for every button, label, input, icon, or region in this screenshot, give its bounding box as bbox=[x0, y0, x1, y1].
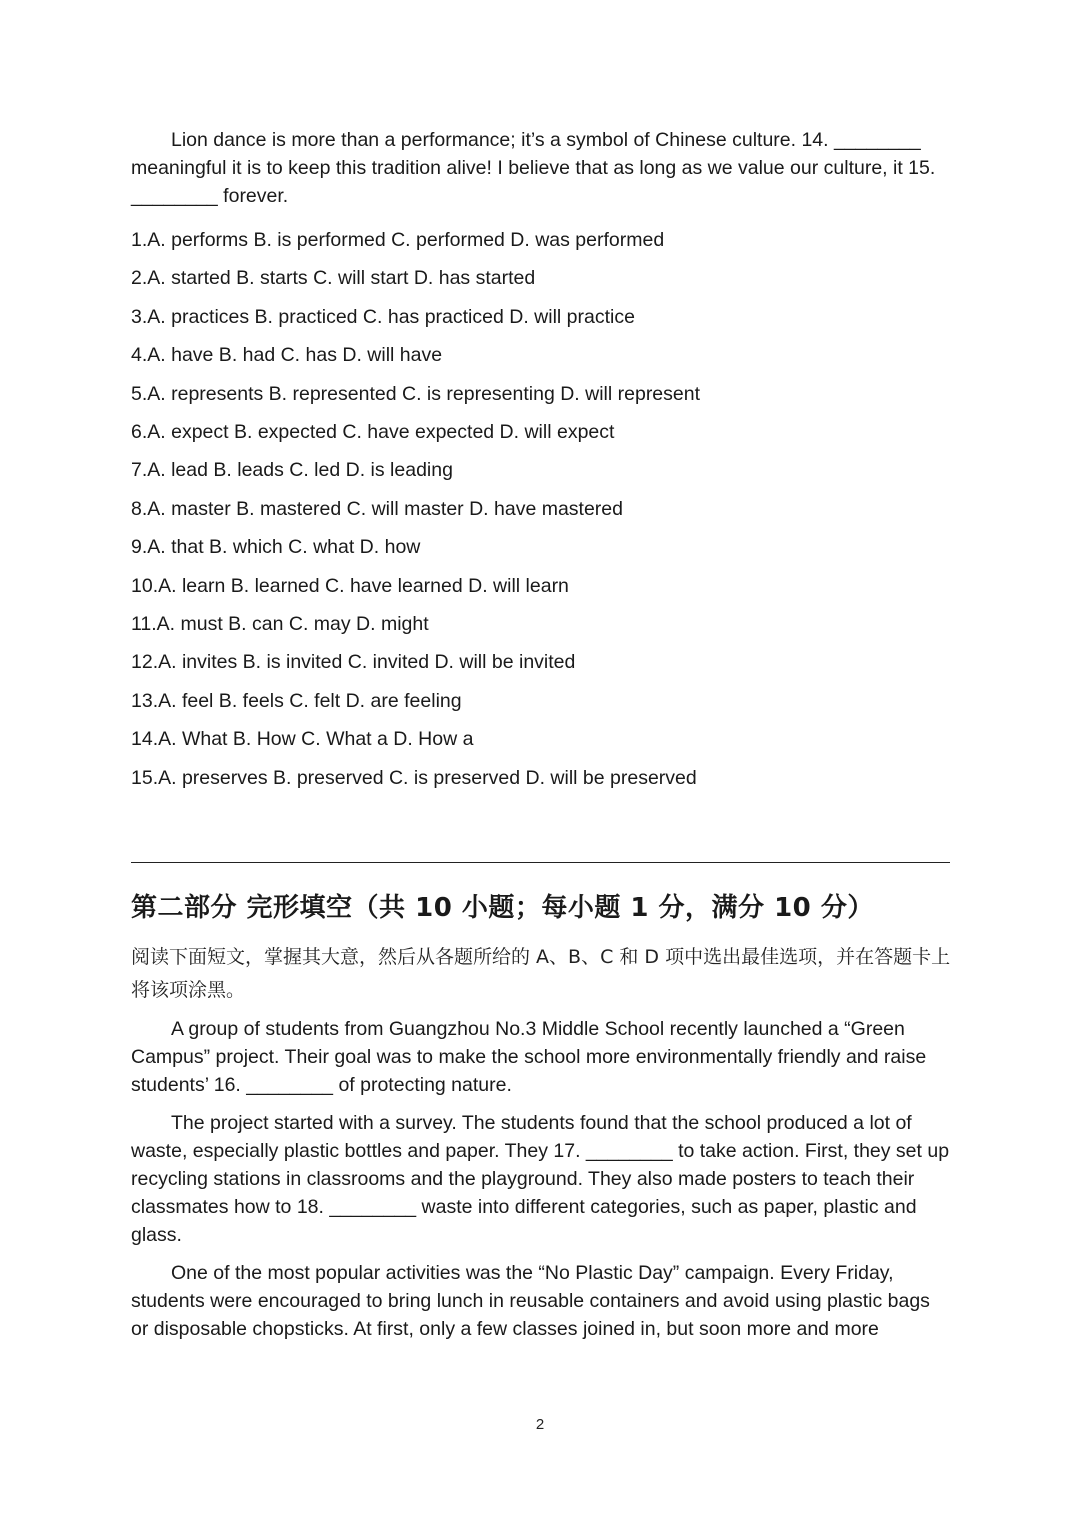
option-row: 10.A. learn B. learned C. have learned D. will learn bbox=[131, 574, 569, 597]
option-row: 11.A. must B. can C. may D. might bbox=[131, 613, 429, 636]
page-body bbox=[131, 126, 951, 797]
page-number: 2 bbox=[535, 1416, 545, 1433]
passage-paragraph: A group of students from Guangzhou No.3 Middle School recently launched a “Green Campus” project. Their goal was to make the school more environmentally friendly and raise students’ 16. ________ of protecting nature. bbox=[131, 1018, 927, 1096]
option-row: 5.A. represents B. represented C. is representing D. will represent bbox=[131, 382, 701, 405]
section-title: 第二部分 完形填空（共 10 小题；每小题 1 分，满分 10 分） bbox=[131, 893, 874, 923]
option-row: 13.A. feel B. feels C. felt D. are feeling bbox=[131, 689, 462, 712]
section-instructions: 阅读下面短文，掌握其大意，然后从各题所给的 A、B、C 和 D 项中选出最佳选项，并在答题卡上将该项涂黑。 bbox=[131, 946, 951, 1001]
passage-paragraph: Lion dance is more than a performance; it’s a symbol of Chinese culture. 14. ________ meaningful it is to keep this tradition alive! I believe that as long as we value our culture, it 15. ________ forever. bbox=[131, 129, 936, 207]
option-row: 14.A. What B. How C. What a D. How a bbox=[131, 728, 474, 751]
option-row: 9.A. that B. which C. what D. how bbox=[131, 536, 421, 559]
option-row: 8.A. master B. mastered C. will master D. have mastered bbox=[131, 497, 623, 520]
passage-paragraph: The project started with a survey. The students found that the school produced a lot of waste, especially plastic bottles and paper. They 17. ________ to take action. First, they set up recycling stations in classrooms and the playground. They also made posters to teach their classmates how to 18. ________ waste into different categories, such as paper, plastic and glass. bbox=[131, 1112, 950, 1246]
passage-paragraph: One of the most popular activities was the “No Plastic Day” campaign. Every Friday, students were encouraged to bring lunch in reusable containers and avoid using plastic bags or disposable chopsticks. At first, only a few classes joined in, but soon more and more bbox=[131, 1262, 930, 1340]
cloze-section bbox=[131, 885, 951, 1353]
option-row: 2.A. started B. starts C. will start D. has started bbox=[131, 267, 536, 290]
option-row: 12.A. invites B. is invited C. invited D. will be invited bbox=[131, 651, 576, 674]
option-row: 3.A. practices B. practiced C. has practiced D. will practice bbox=[131, 305, 635, 328]
option-row: 4.A. have B. had C. has D. will have bbox=[131, 344, 443, 367]
section-divider bbox=[131, 862, 950, 863]
option-row: 7.A. lead B. leads C. led D. is leading bbox=[131, 459, 453, 482]
answer-options-list bbox=[131, 221, 951, 797]
cloze-passage bbox=[131, 1015, 951, 1343]
option-row: 6.A. expect B. expected C. have expected D. will expect bbox=[131, 421, 615, 444]
option-row: 1.A. performs B. is performed C. performed D. was performed bbox=[131, 229, 665, 251]
option-row: 15.A. preserves B. preserved C. is preserved D. will be preserved bbox=[131, 766, 697, 789]
